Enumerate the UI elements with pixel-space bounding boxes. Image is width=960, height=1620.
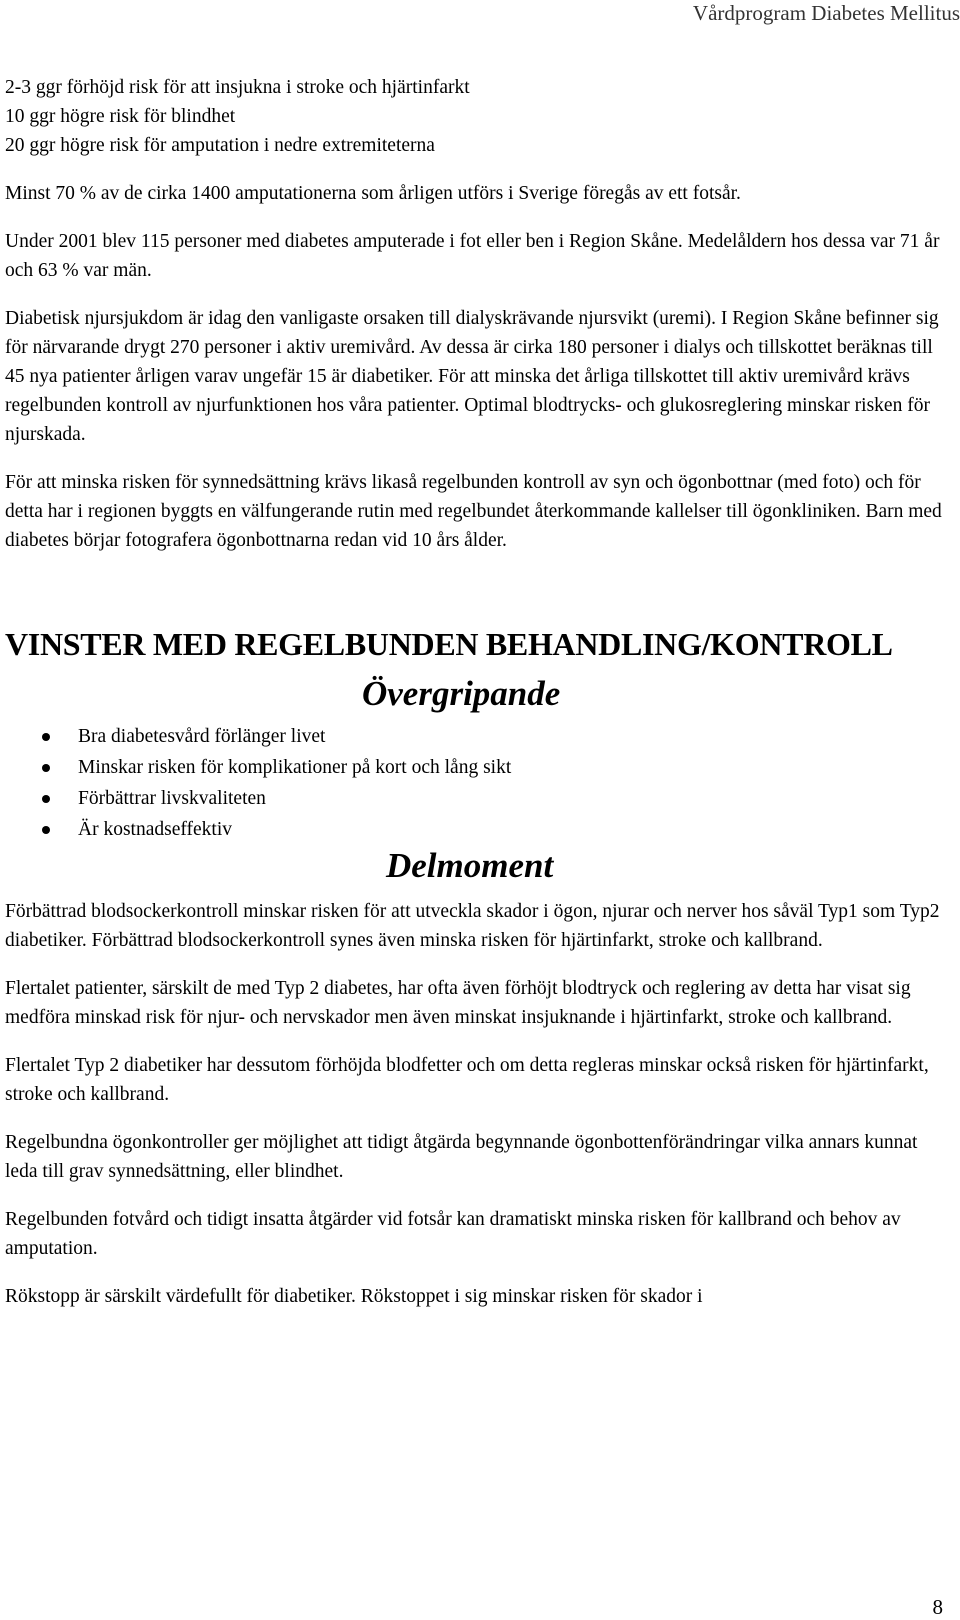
bullet-icon [42, 764, 50, 772]
paragraph-glucose-control: Förbättrad blodsockerkontroll minskar risken för att utveckla skador i ögon, njurar och nerver hos såväl Typ1 som Typ2 diabetiker. Förbättrad blodsockerkontroll synes även minska risken för hjärtinfarkt, stroke och kallbrand. [5, 901, 940, 951]
list-item: Är kostnadseffektiv [5, 814, 945, 845]
paragraph-blood-pressure: Flertalet patienter, särskilt de med Typ 2 diabetes, har ofta även förhöjt blodtryck och reglering av detta har visat sig medföra minskad risk för njur- och nervskador men även minskat insjuknande i hjärtinfarkt, stroke och kallbrand. [5, 978, 911, 1028]
paragraph-eye-checks: Regelbundna ögonkontroller ger möjlighet att tidigt åtgärda begynnande ögonbottenförändringar vilka annars kunnat leda till grav synnedsättning, eller blindhet. [5, 1132, 918, 1182]
document-body [5, 73, 945, 1311]
paragraph-amputation-stats: Minst 70 % av de cirka 1400 amputationerna som årligen utförs i Sverige föregås av ett fotsår. [5, 183, 741, 204]
page-number: 8 [932, 1595, 943, 1619]
risk-line: 10 ggr högre risk för blindhet [5, 106, 236, 127]
benefits-list [5, 721, 945, 845]
list-item: Förbättrar livskvaliteten [5, 783, 945, 814]
bullet-icon [42, 795, 50, 803]
paragraph-kidney-disease: Diabetisk njursjukdom är idag den vanligaste orsaken till dialyskrävande njursvikt (uremi). I Region Skåne befinner sig för närvarande drygt 270 personer i aktiv uremivård. Av dessa är cirka 180 personer i dialys och tillskottet beräknas till 45 nya patienter årligen varav ungefär 15 är diabetiker. För att minska det årliga tillskottet till aktiv uremivård krävs regelbunden kontroll av njurfunktionen hos våra patienter. Optimal blodtrycks- och glukosreglering minskar risken för njurskada. [5, 308, 939, 445]
paragraph-region-skane-amputations: Under 2001 blev 115 personer med diabetes amputerade i fot eller ben i Region Skåne. Medelåldern hos dessa var 71 år och 63 % var män. [5, 231, 940, 281]
paragraph-foot-care: Regelbunden fotvård och tidigt insatta åtgärder vid fotsår kan dramatiskt minska risken för kallbrand och behov av amputation. [5, 1209, 901, 1259]
paragraph-smoking-cessation: Rökstopp är särskilt värdefullt för diabetiker. Rökstoppet i sig minskar risken för skador i [5, 1286, 703, 1307]
list-item: Minskar risken för komplikationer på kort och lång sikt [5, 752, 945, 783]
running-header: Vårdprogram Diabetes Mellitus [692, 1, 960, 25]
paragraph-blood-lipids: Flertalet Typ 2 diabetiker har dessutom förhöjda blodfetter och om detta regleras minskar också risken för hjärtinfarkt, stroke och kallbrand. [5, 1055, 929, 1105]
risk-line: 20 ggr högre risk för amputation i nedre extremiteterna [5, 135, 435, 156]
section-heading: VINSTER MED REGELBUNDEN BEHANDLING/KONTROLL [5, 626, 893, 662]
list-item: Bra diabetesvård förlänger livet [5, 721, 945, 752]
paragraph-eye-screening: För att minska risken för synnedsättning krävs likaså regelbunden kontroll av syn och ögonbottnar (med foto) och för detta har i regionen byggts en välfungerande rutin med regelbundet återkommande kallelser till ögonkliniken. Barn med diabetes börjar fotografera ögonbottnarna redan vid 10 års ålder. [5, 472, 942, 551]
bullet-icon [42, 733, 50, 741]
risk-line: 2-3 ggr förhöjd risk för att insjukna i stroke och hjärtinfarkt [5, 77, 470, 98]
bullet-icon [42, 826, 50, 834]
subheading-components: Delmoment [386, 846, 554, 885]
risk-list [5, 73, 945, 160]
subheading-overall: Övergripande [362, 674, 561, 713]
